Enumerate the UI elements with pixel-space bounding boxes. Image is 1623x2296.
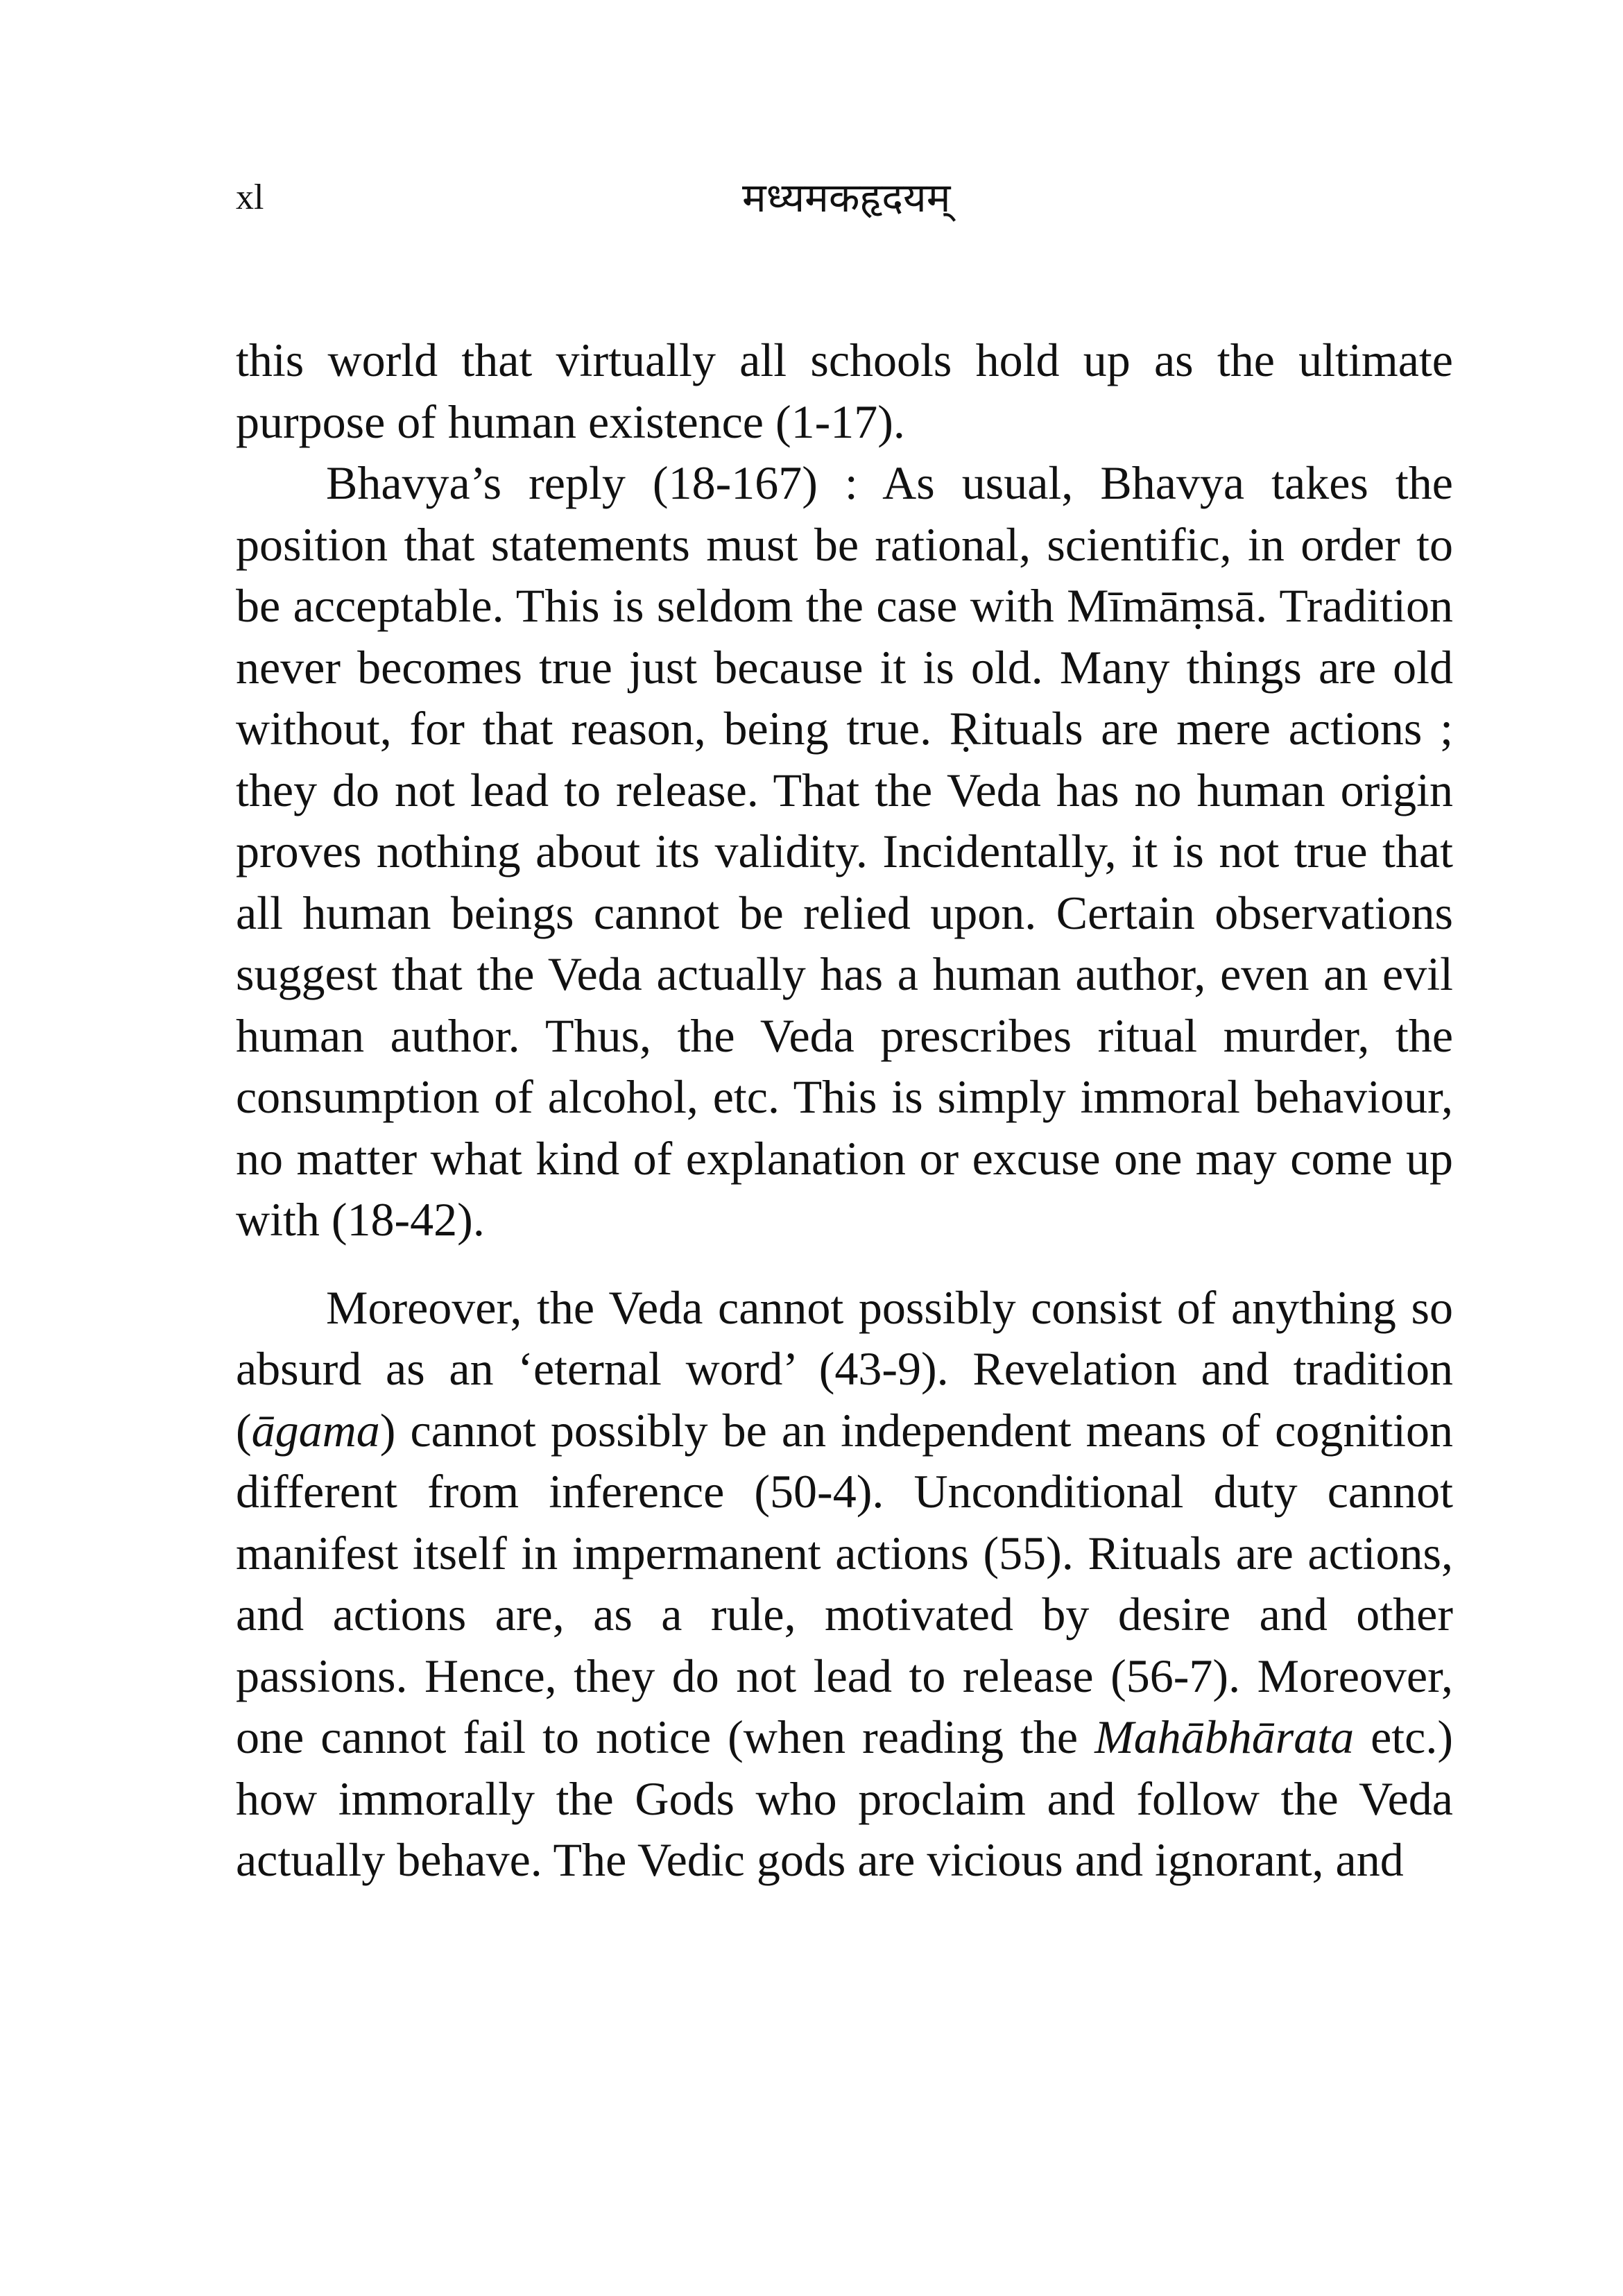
paragraph-text: this world that virtually all schools hold up as the ultimate purpose of human existence (1-17).	[236, 334, 1453, 448]
page-number: xl	[236, 178, 264, 217]
page-header	[236, 166, 1450, 229]
running-title: मध्यमकहृदयम्	[742, 174, 951, 221]
paragraph-text: Moreover, the Veda cannot possibly consist of anything so absurd as an ‘eternal word’ (43-9). Revelation and tradition (	[236, 1280, 1453, 1457]
body-text	[236, 329, 1453, 1891]
paragraph-text: etc.) how immorally the Gods who proclaim and follow the Veda actually behave. The Vedic gods are vicious and ignorant, and	[236, 1711, 1454, 1886]
paragraph-moreover	[236, 1277, 1453, 1891]
paragraph-continuation	[236, 329, 1453, 452]
paragraph-bhavya-reply	[236, 452, 1453, 1251]
paragraph-text: ) cannot possibly be an independent means of cognition different from inference (50-4). Unconditional duty cannot manifest itself in impermanent actions (55). Rituals are actions, and actions are, as a rule, motivated by desire and other passions. Hence, they do not lead to release (56-7). Moreover, one cannot fail to notice (when reading the	[236, 1403, 1453, 1763]
paragraph-text: Bhavya’s reply (18-167) : As usual, Bhavya takes the position that statements must be rational, scientific, in order to be acceptable. This is seldom the case with Mīmāṃsā. Tradition never becomes true just because it is old. Many things are old without, for that reason, being true. Ṛituals are mere actions ; they do not lead to release. That the Veda has no human origin proves nothing about its validity. Incidentally, it is not true that all human beings cannot be relied upon. Certain observations suggest that the Veda actually has a human author, even an evil human author. Thus, the Veda prescribes ritual murder, the consumption of alcohol, etc. This is simply immoral behaviour, no matter what kind of explanation or excuse one may come up with (18-42).	[236, 456, 1453, 1246]
italic-term-agama: āgama	[251, 1403, 380, 1457]
italic-title-mahabharata: Mahābhārata	[1094, 1711, 1355, 1763]
